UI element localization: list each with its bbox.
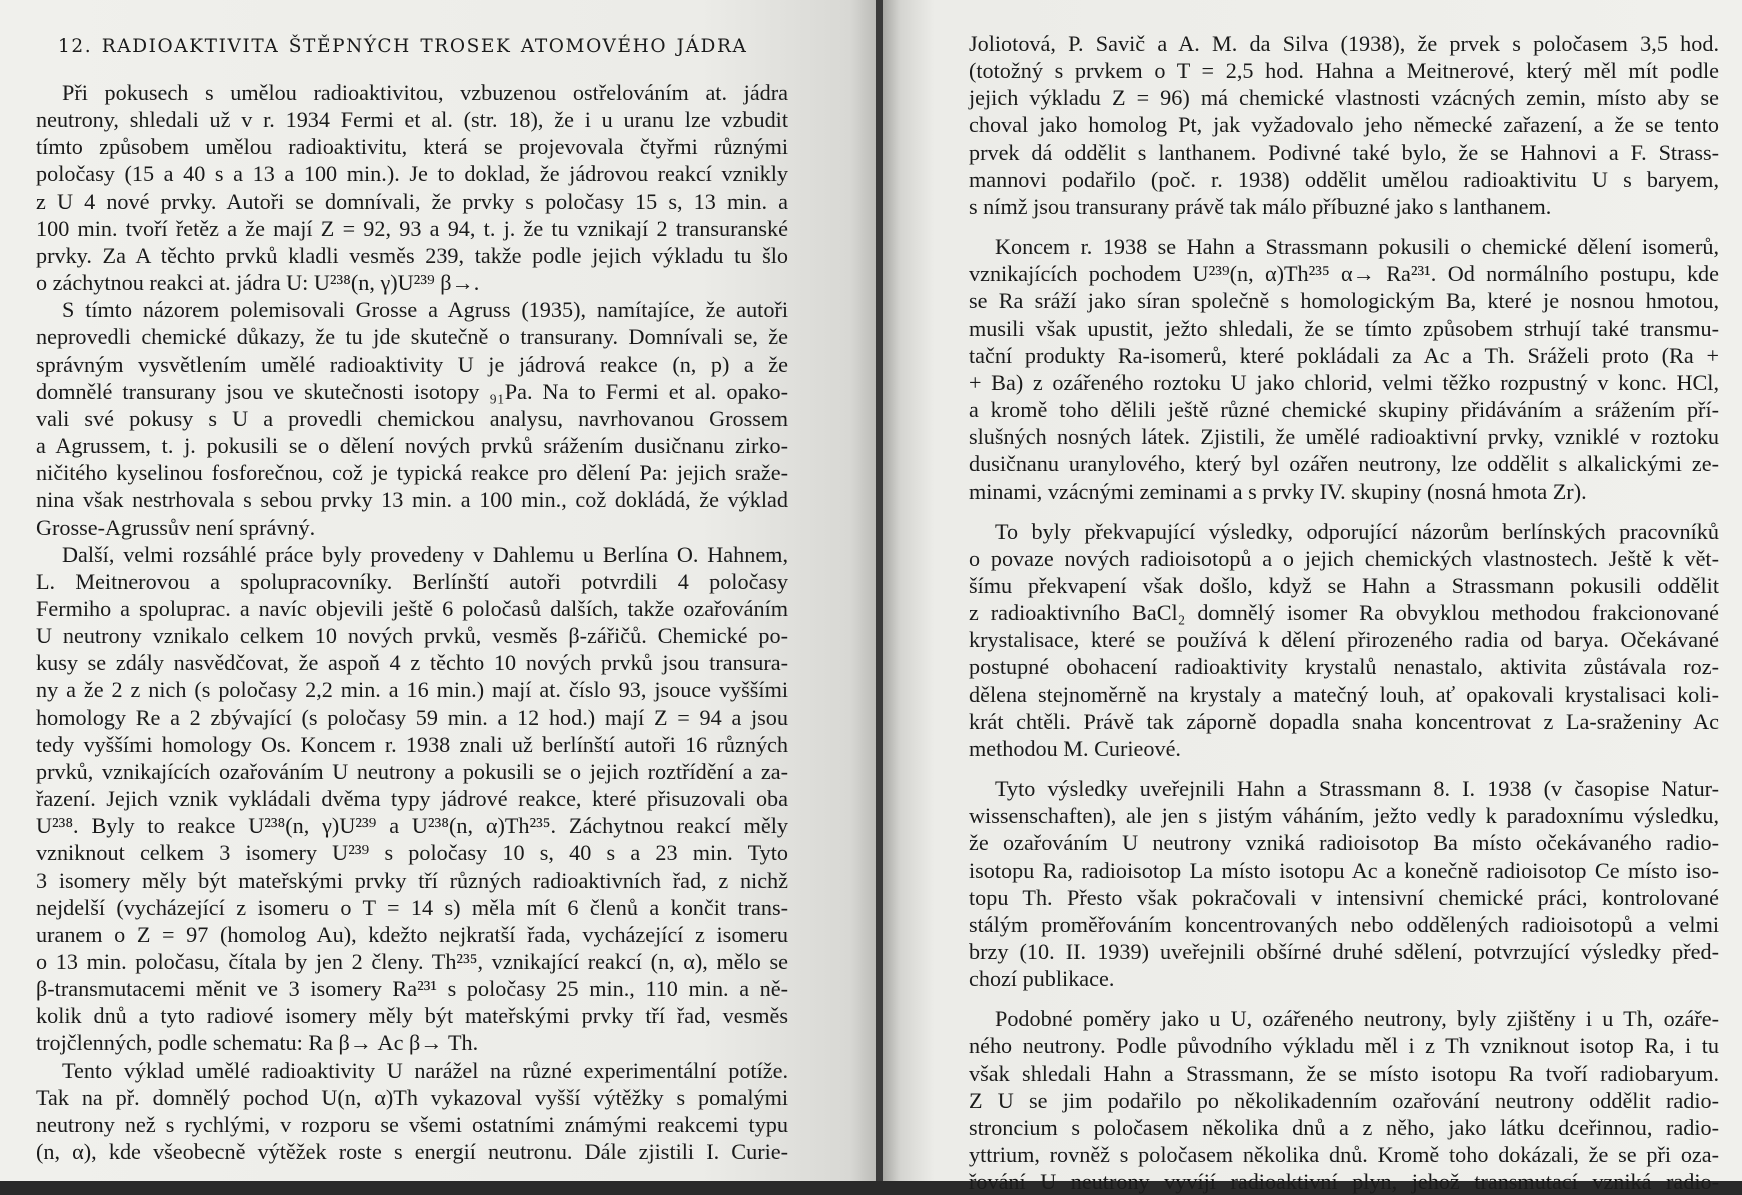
left-page [0,0,876,1181]
text-line: minami, vzácnými zeminami a s prvky IV. skupiny (nosná hmota Zr). [969,478,1587,504]
text-line: a Agrussem, t. j. pokusili se o dělení nových prvků srážením dusičnanu zirko- [36,433,788,459]
text-line: neprovedli chemické důkazy, že tu jde skutečně o transurany. Domnívali se, že [36,324,788,350]
text-line: o povaze nových radioisotopů a o jejich chemických vlastnostech. Ještě k vět- [969,545,1719,571]
text-line: vznikajících pochodem U²³⁹(n, α)Th²³⁵ α→ Ra²³¹. Od normálního postupu, kde [969,261,1719,287]
text-line: yttrium, rovněž s poločasem několika dnů. Kromě toho dokázali, že se při oza- [969,1142,1719,1168]
text-line: krát chtěli. Právě tak záporně dopadla snaha koncentrovat z La-sraženiny Ac [969,708,1719,734]
text-line: dělena stejnoměrně na krystaly a matečný louh, ať opakovali krystalisaci koli- [969,681,1719,707]
text-line: kusy se zdály nasvědčovat, že aspoň 4 z těchto 10 nových prvků jsou transura- [36,650,788,676]
text-line: se Ra sráží jako síran společně s homologickým Ba, které je nosnou hmotou, [969,288,1719,314]
left-page-text [36,79,788,1165]
text-line: z radioaktivního BaCl₂ domnělý isomer Ra obvyklou methodou frakcionované [969,600,1719,626]
text-line: choval jako homolog Pt, jak vyžadovalo jeho německé zařazení, a že se tento [969,112,1719,138]
text-line: ny a že 2 z nich (s poločasy 2,2 min. a 16 min.) mají at. číslo 93, jsouce vyššími [36,677,788,703]
text-line: mannovi podařilo (poč. r. 1938) oddělit umělou radioaktivitu U s baryem, [969,166,1719,192]
text-line: Podobné poměry jako u U, ozářeného neutrony, byly zjištěny i u Th, ozáře- [995,1006,1719,1032]
text-line: s nímž jsou transurany právě tak málo příbuzné jako s lanthanem. [969,193,1552,219]
text-line: Další, velmi rozsáhlé práce byly provedeny v Dahlemu u Berlína O. Hahnem, [62,541,788,567]
text-line: nejdelší (vycházející z isomeru o T = 14 s) měla mít 6 členů a končit trans- [36,894,788,920]
text-line: že ozařováním U neutrony vzniká radioisotop Ba místo očekávaného radio- [969,830,1719,856]
text-line: Joliotová, P. Savič a A. M. da Silva (1938), že prvek s poločasem 3,5 hod. [969,31,1719,56]
right-page-text [969,30,1719,1195]
text-line: tímto způsobem umělou radioaktivitu, která se projevovala čtyřmi různými [36,134,788,160]
text-line: správným vysvětlením umělé radioaktivity U je jádrová reakce (n, p) a že [36,351,788,377]
text-line: + Ba) z ozářeného roztoku U jako chlorid, velmi těžko rozpustný v konc. HCl, [969,369,1719,395]
text-line: řování U neutrony vyvíjí radioaktivní plyn, jehož transmutací vzniká radio- [969,1169,1719,1195]
text-line: krystalisace, které se používá k dělení přirozeného radia od barya. Očekávané [969,627,1719,653]
text-line: Při pokusech s umělou radioaktivitou, vzbuzenou ostřelováním at. jádra [62,80,788,105]
right-page [883,0,1742,1195]
text-line: chozí publikace. [969,966,1115,992]
text-line: stálým proměřováním koncentrovaných nebo oddělených radioisotopů a velmi [969,911,1719,937]
text-line: trojčlenných, podle schematu: Ra β→ Ac β→ Th. [36,1030,479,1056]
text-line: nina však nestrhovala s sebou prvky 13 min. a 100 min., což dokládá, že výklad [36,487,788,513]
text-line: methodou M. Curieové. [969,735,1181,761]
text-line: Tyto výsledky uveřejnili Hahn a Strassmann 8. I. 1938 (v časopise Natur- [995,776,1719,802]
text-line: prvky. Za A těchto prvků kladli vesměs 239, takže podle jejich výkladu tu šlo [36,242,788,268]
text-line: domnělé transurany jsou ve skutečnosti isotopy ₉₁Pa. Na to Fermi et al. opako- [36,378,788,404]
text-line: vali své pokusy s U a provedli chemickou analysu, navrhovanou Grossem [36,405,788,431]
text-line: poločasy (15 a 40 s a 13 a 100 min.). Je to doklad, že jádrovou reakcí vznikly [36,161,788,187]
text-line: Tak na př. domnělý pochod U(n, α)Th vykazoval vyšší výtěžky s pomalými [36,1084,788,1110]
text-line: L. Meitnerovou a spolupracovníky. Berlínští autoři potvrdili 4 poločasy [36,568,788,594]
text-line: brzy (10. II. 1939) uveřejnili obšírné druhé sdělení, potvrzující výsledky před- [969,939,1719,964]
text-line: isotopu Ra, radioisotop La místo isotopu Ac a konečně radioisotop Ce místo iso- [969,857,1719,883]
text-line: Grosse-Agrussův není správný. [36,514,316,540]
text-line: prvek dá oddělit s lanthanem. Podivné také bylo, že se Hahnovi a F. Strass- [969,139,1719,165]
text-line: To byly překvapující výsledky, odporující názorům berlínských pracovníků [995,518,1719,544]
text-line: slušných nosných látek. Zjistili, že umělé radioaktivní prvky, vzniklé v roztoku [969,424,1719,450]
text-line: kolik dnů a tyto radiové isomery měly být mateřskými prvky tří řad, vesměs [36,1003,788,1029]
text-line: a kromě toho dělili ještě různé chemické skupiny přidáváním a srážením pří- [969,397,1719,423]
text-line: ného neutrony. Podle původního výkladu měl i z Th vzniknout isotop Ra, i tu [969,1033,1719,1059]
text-line: dusičnanu uranylového, který byl ozářen neutrony, lze oddělit s alkalickými ze- [969,451,1719,477]
text-line: (n, α), kde všeobecně výtěžek roste s energií neutronu. Dále zjistili I. Curie- [36,1139,788,1165]
text-line: neutrony než s rychlými, v rozporu se všemi ostatními známými reakcemi typu [36,1111,788,1137]
text-line: však shledali Hahn a Strassmann, že se místo isotopu Ra tvoří radiobaryum. [969,1060,1719,1086]
text-line: homology Re a 2 zbývající (s poločasy 59 min. a 12 hod.) mají Z = 94 a jsou [36,704,788,730]
text-line: 3 isomery měly být mateřskými prvky tří různých radioaktivních řad, z nichž [36,867,788,893]
text-line: U neutrony vznikalo celkem 10 nových prvků, vesměs β-zářičů. Chemické po- [36,623,788,649]
text-line: Koncem r. 1938 se Hahn a Strassmann pokusili o chemické dělení isomerů, [995,234,1719,260]
text-line: β-transmutacemi měnit ve 3 isomery Ra²³¹ s poločasy 25 min., 110 min. a ně- [36,976,788,1002]
text-line: jejich výkladu Z = 96) má chemické vlastnosti vzácných zemin, místo aby se [969,85,1719,111]
text-line: 100 min. tvoří řetěz a že mají Z = 92, 93 a 94, t. j. že tu vznikají 2 transuranské [36,215,788,241]
text-line: musili však upustit, ježto shledali, že se tímto způsobem strhují také transmu- [969,315,1719,341]
text-line: S tímto názorem polemisovali Grosse a Agruss (1935), namítajíce, že autoři [62,297,788,323]
text-line: o 13 min. poločasu, čítala by jen 2 členy. Th²³⁵, vznikající reakcí (n, α), mělo se [36,949,788,974]
section-heading: 12. RADIOAKTIVITA ŠTĚPNÝCH TROSEK ATOMOVÉHO JÁDRA [58,36,748,57]
text-line: ničitého kyselinou fosforečnou, což je typická reakce pro dělení Pa: jejich sraže- [36,460,788,486]
text-line: z U 4 nové prvky. Autoři se domnívali, že prvky s poločasy 15 s, 13 min. a [36,188,788,214]
text-line: tedy vyššími homology Os. Koncem r. 1938 znali už berlínští autoři 16 různých [36,731,788,757]
text-line: Fermiho a spoluprac. a navíc objevili ještě 6 poločasů dalších, takže ozařováním [36,595,788,621]
text-line: vzniknout celkem 3 isomery U²³⁹ s poločasy 10 s, 40 s a 23 min. Tyto [36,840,788,866]
text-line: Z U se jim podařilo po několikadenním ozařování neutrony oddělit radio- [969,1087,1719,1113]
text-line: řazení. Jejich vznik vykládali dvěma typy jádrové reakce, které přisuzovali oba [36,786,788,812]
text-line: stroncium s poločasem několika dnů a z něho, jako látku dceřinnou, radio- [969,1114,1719,1140]
text-line: (totožný s prvkem o T = 2,5 hod. Hahna a Meitnerové, který měl mít podle [969,58,1719,84]
text-line: topu Th. Přesto však pokračovali v intensivní chemické práci, kontrolované [969,884,1719,910]
text-line: šímu překvapení však došlo, když se Hahn a Strassmann pokusili oddělit [969,572,1719,598]
text-line: neutrony, shledali už v r. 1934 Fermi et al. (str. 18), že i u uranu lze vzbudit [36,107,788,133]
text-line: wissenschaften), ale jen s jistým váháním, ježto vedly k paradoxnímu výsledku, [969,803,1719,829]
text-line: tační produkty Ra-isomerů, které pokládali za Ac a Th. Sráželi proto (Ra + [969,342,1719,368]
text-line: uranem o Z = 97 (homolog Au), kdežto nejkratší řada, vycházející z isomeru [36,921,788,947]
text-line: o záchytnou reakci at. jádra U: U²³⁸(n, γ)U²³⁹ β→. [36,270,480,296]
text-line: U²³⁸. Byly to reakce U²³⁸(n, γ)U²³⁹ a U²³⁸(n, α)Th²³⁵. Záchytnou reakcí měly [36,813,788,839]
text-line: postupné obohacení radioaktivity krystalů nenastalo, aktivita zůstávala roz- [969,654,1719,680]
book-gutter [876,0,883,1181]
text-line: Tento výklad umělé radioaktivity U narážel na různé experimentální potíže. [62,1057,788,1083]
text-line: prvků, vznikajících ozařováním U neutrony a pokusili se o jejich roztřídění a za- [36,758,788,784]
